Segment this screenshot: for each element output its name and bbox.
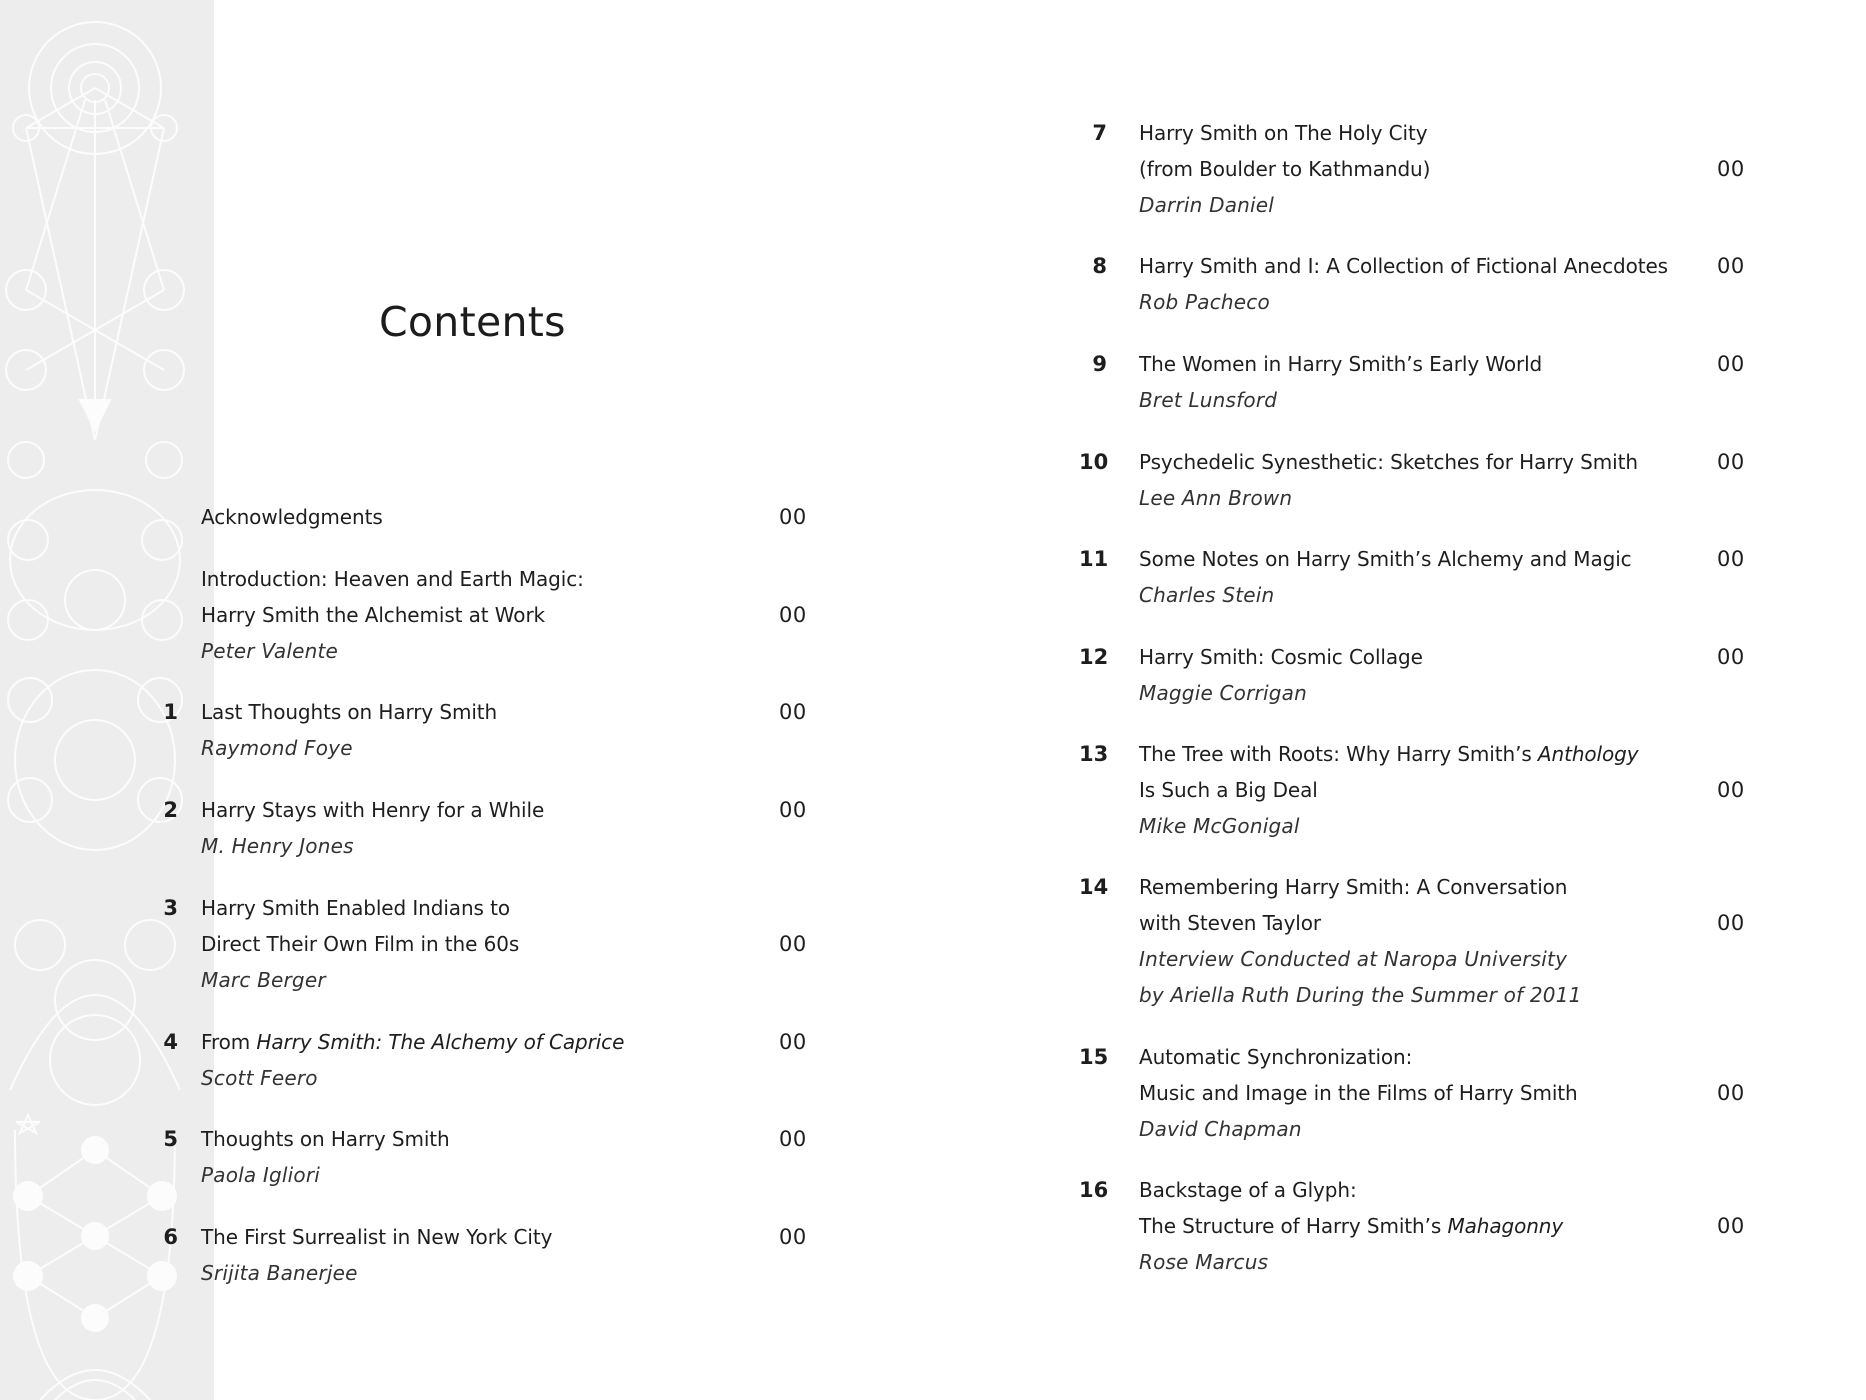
entry-title: The First Surrealist in New York City [201,1225,553,1249]
entry-title: Thoughts on Harry Smith [201,1127,450,1151]
page-number: 00 [1717,1081,1745,1105]
page-number: 00 [779,505,807,529]
title-italic-work: Anthology [1537,742,1639,766]
entry-title-line: Harry Smith the Alchemist at Work [201,603,546,627]
entry-title: Acknowledgments [201,505,383,529]
entry-author: Maggie Corrigan [1139,681,1307,705]
entry-title [201,1024,624,1060]
page-number: 00 [1717,450,1745,474]
page-number: 00 [1717,645,1745,669]
alchemical-diagram-icon [0,0,214,1400]
entry-title-line: (from Boulder to Kathmandu) [1139,157,1431,181]
decorative-side-panel [0,0,214,1400]
entry-title-line: Direct Their Own Film in the 60s [201,932,520,956]
page-number: 00 [1717,157,1745,181]
page-number: 00 [1717,911,1745,935]
entry-author: Marc Berger [201,968,326,992]
entry-title: Last Thoughts on Harry Smith [201,700,498,724]
page-number: 00 [779,1127,807,1151]
chapter-number: 3 [163,896,178,920]
entry-author-line: Interview Conducted at Naropa University [1139,947,1568,971]
entry-author: Charles Stein [1139,583,1275,607]
page-number: 00 [1717,352,1745,376]
chapter-number: 15 [1079,1045,1109,1069]
title-italic-work: Mahagonny [1447,1214,1564,1238]
entry-title-line: Automatic Synchronization: [1139,1045,1413,1069]
chapter-number: 16 [1079,1178,1109,1202]
entry-title-line: Remembering Harry Smith: A Conversation [1139,875,1568,899]
chapter-number: 13 [1079,742,1109,766]
chapter-number: 6 [163,1225,178,1249]
entry-author: Bret Lunsford [1139,388,1278,412]
chapter-number: 8 [1092,254,1107,278]
entry-author: Mike McGonigal [1139,814,1300,838]
page-number: 00 [1717,254,1745,278]
entry-author: Raymond Foye [201,736,353,760]
chapter-number: 2 [163,798,178,822]
title-prefix: The Tree with Roots: Why Harry Smith’s [1139,742,1538,766]
page-number: 00 [1717,778,1745,802]
entry-title-line: Introduction: Heaven and Earth Magic: [201,567,584,591]
entry-author: M. Henry Jones [201,834,354,858]
entry-author: Rose Marcus [1139,1250,1269,1274]
entry-author: Srijita Banerjee [201,1261,358,1285]
page-number: 00 [779,1030,807,1054]
entry-title-line: with Steven Taylor [1139,911,1322,935]
chapter-number: 12 [1079,645,1109,669]
entry-author-line: by Ariella Ruth During the Summer of 2011 [1139,983,1582,1007]
page-number: 00 [1717,547,1745,571]
chapter-number: 4 [163,1030,178,1054]
page-number: 00 [779,798,807,822]
entry-title: Harry Smith and I: A Collection of Fictional Anecdotes [1139,254,1668,278]
entry-title: Harry Stays with Henry for a While [201,798,545,822]
entry-author: Peter Valente [201,639,339,663]
entry-author: Lee Ann Brown [1139,486,1293,510]
chapter-number: 5 [163,1127,178,1151]
entry-title: Harry Smith: Cosmic Collage [1139,645,1423,669]
entry-title-line: Backstage of a Glyph: [1139,1178,1357,1202]
entry-author: David Chapman [1139,1117,1302,1141]
entry-title: Psychedelic Synesthetic: Sketches for Harry Smith [1139,450,1638,474]
entry-title-line: Music and Image in the Films of Harry Smith [1139,1081,1578,1105]
entry-author: Paola Igliori [201,1163,321,1187]
chapter-number: 1 [163,700,178,724]
page-number: 00 [779,1225,807,1249]
entry-title-line [1139,736,1638,772]
page-number: 00 [779,932,807,956]
page-number: 00 [779,700,807,724]
entry-title-line: Harry Smith Enabled Indians to [201,896,510,920]
page-number: 00 [1717,1214,1745,1238]
title-italic-work: Harry Smith: The Alchemy of Caprice [256,1030,625,1054]
title-prefix: From [201,1030,257,1054]
entry-title-line [1139,1208,1563,1244]
entry-title-line: Harry Smith on The Holy City [1139,121,1428,145]
chapter-number: 14 [1079,875,1109,899]
title-prefix: The Structure of Harry Smith’s [1139,1214,1448,1238]
page-title: Contents [379,298,566,346]
page-number: 00 [779,603,807,627]
chapter-number: 10 [1079,450,1109,474]
entry-title: Some Notes on Harry Smith’s Alchemy and Magic [1139,547,1632,571]
entry-author: Scott Feero [201,1066,318,1090]
entry-title: The Women in Harry Smith’s Early World [1139,352,1543,376]
entry-author: Rob Pacheco [1139,290,1270,314]
chapter-number: 7 [1092,121,1107,145]
entry-title-line: Is Such a Big Deal [1139,778,1318,802]
chapter-number: 11 [1079,547,1109,571]
entry-author: Darrin Daniel [1139,193,1275,217]
chapter-number: 9 [1092,352,1107,376]
